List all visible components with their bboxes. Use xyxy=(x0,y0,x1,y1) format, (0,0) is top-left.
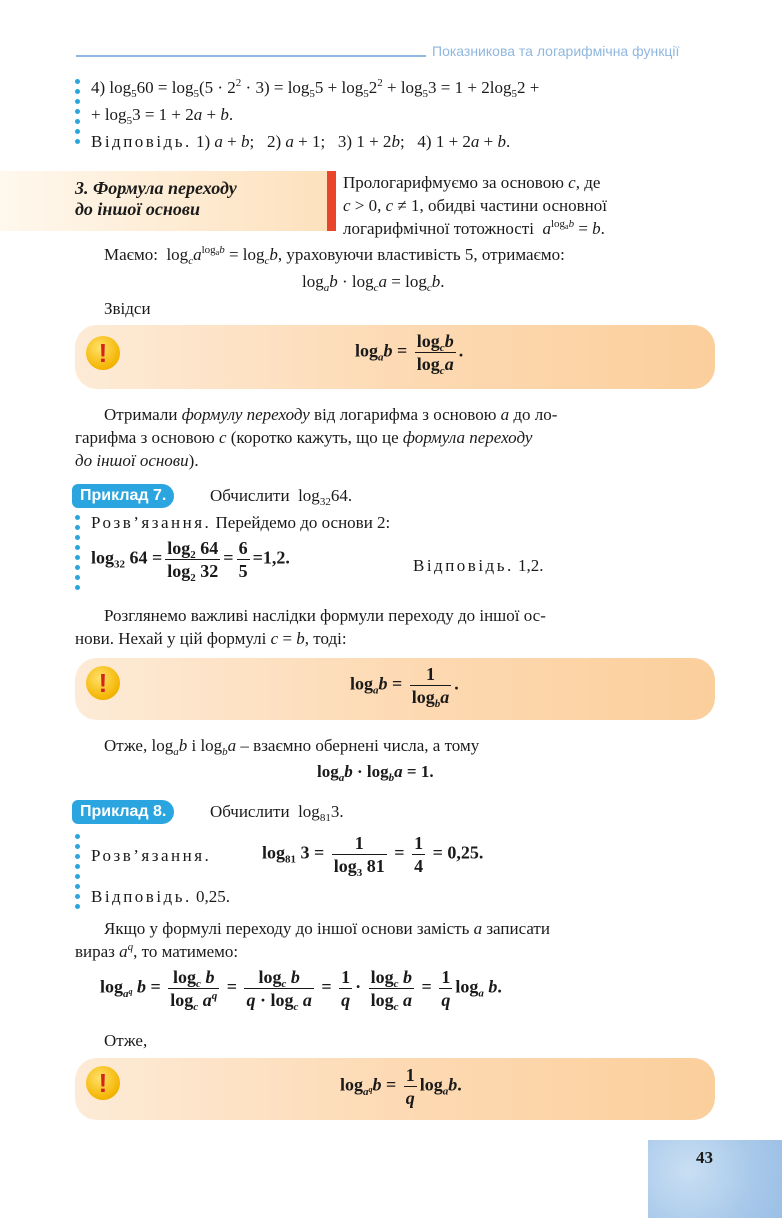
para1-line3: логарифмічної тотожності $a^{log_ab} = b$. xyxy=(343,218,605,238)
para5-line2: вираз $a^q$, то матимемо: xyxy=(75,941,239,961)
para1-line1: Прологарифмуємо за основою c, де xyxy=(343,173,601,192)
example-7-badge: Приклад 7. xyxy=(72,484,174,508)
para2-line2: гарифма з основою c (коротко кажуть, що це формула переходу xyxy=(75,428,533,447)
example-8-badge: Приклад 8. xyxy=(72,800,174,824)
so-label: Отже, xyxy=(104,1031,148,1050)
header-rule xyxy=(76,55,426,57)
rule-formula-power-base: $\log_{a^q}b$ = $\frac{1}{q}$ $\log_ab$. xyxy=(340,1065,462,1108)
answers-line: Відповідь. 1) a + b; 2) a + 1; 3) 1 + 2b; 4) 1 + 2a + b. xyxy=(91,132,511,151)
example-7-answer: Відповідь. 1,2. xyxy=(413,556,544,575)
exclamation-icon: ! xyxy=(86,336,120,370)
margin-dots xyxy=(75,515,81,595)
rule-formula-change-of-base: $\log_ab$ = $\frac{\log_cb}{\log_ca}$ . xyxy=(355,331,464,377)
rule-formula-reciprocal: $\log_ab$ = $\frac{1}{\log_ba}$ . xyxy=(350,664,459,710)
page-number: 43 xyxy=(696,1148,713,1167)
margin-dots xyxy=(75,79,81,149)
section-heading-bar xyxy=(327,171,336,231)
para1-line2: c > 0, c ≠ 1, обидві частини основної xyxy=(343,196,607,215)
equation-inverse-product: $\log_ab \cdot \log_ba = 1$. xyxy=(317,762,434,784)
para2-line3: до іншої основи). xyxy=(75,451,199,470)
para2-line1: Отримали формулу переходу від логарифма з основою a до ло- xyxy=(104,405,558,424)
have-line: Маємо: $\log_ca^{log_ab} = \log_cb$, ураховуючи властивість 5, отримаємо: xyxy=(104,244,565,267)
example-7-solution: Розв’язання. Перейдемо до основи 2: xyxy=(91,513,391,532)
exclamation-icon: ! xyxy=(86,666,120,700)
example-8-task: Обчислити $\log_{81}3$. xyxy=(210,802,344,824)
example-7-task: Обчислити $\log_{32}64$. xyxy=(210,486,353,508)
para3-line2: нови. Нехай у цій формулі c = b, тоді: xyxy=(75,629,347,648)
equation-product: $\log_ab \cdot \log_ca = \log_cb$. xyxy=(302,272,445,294)
para3-line1: Розглянемо важливі наслідки формули переходу до іншої ос- xyxy=(104,606,546,625)
example-8-answer: Відповідь. 0,25. xyxy=(91,887,230,906)
example-7-formula: $\log_{32} 64$ = $\frac{\log_2 64}{\log_2 32}$ = $\frac{6}{5}$ =1,2. xyxy=(91,538,290,584)
section-heading: 3. Формула переходу до іншої основи xyxy=(75,178,237,219)
para5-line1: Якщо у формулі переходу до іншої основи замість a записати xyxy=(104,919,550,938)
exclamation-icon: ! xyxy=(86,1066,120,1100)
page-number-box xyxy=(648,1140,782,1218)
hence-label: Звідси xyxy=(104,299,151,318)
line-log5-60-a: 4) $\log_560 = \log_5(5 \cdot 2^2 \cdot 3) = \log_55 + \log_52^2 + \log_53 = 1 + 2\log_52$ + xyxy=(91,77,540,100)
margin-dots xyxy=(75,834,81,914)
para4: Отже, $\log_ab$ і $\log_ba$ – взаємно обернені числа, а тому xyxy=(104,736,480,758)
derivation-formula: $\log_{a^q} b$ = $\frac{\log_c b}{\log_c a^q}$ = $\frac{\log_c b}{q \cdot \log_c a}$ = $\frac{1}{q}$ · $\frac{\log_c b}{\log_c a}$ = $\frac{1}{q}$ $\log_a b$. xyxy=(100,967,502,1013)
example-8-formula: $\log_{81} 3$ = $\frac{1}{\log_3 81}$ = $\frac{1}{4}$ = 0,25. xyxy=(262,833,484,879)
line-log5-60-b: + $\log_53 = 1 + 2a + b$. xyxy=(91,105,234,127)
running-title: Показникова та логарифмічна функції xyxy=(432,43,680,59)
example-8-solution: Розв’язання. xyxy=(91,846,212,865)
